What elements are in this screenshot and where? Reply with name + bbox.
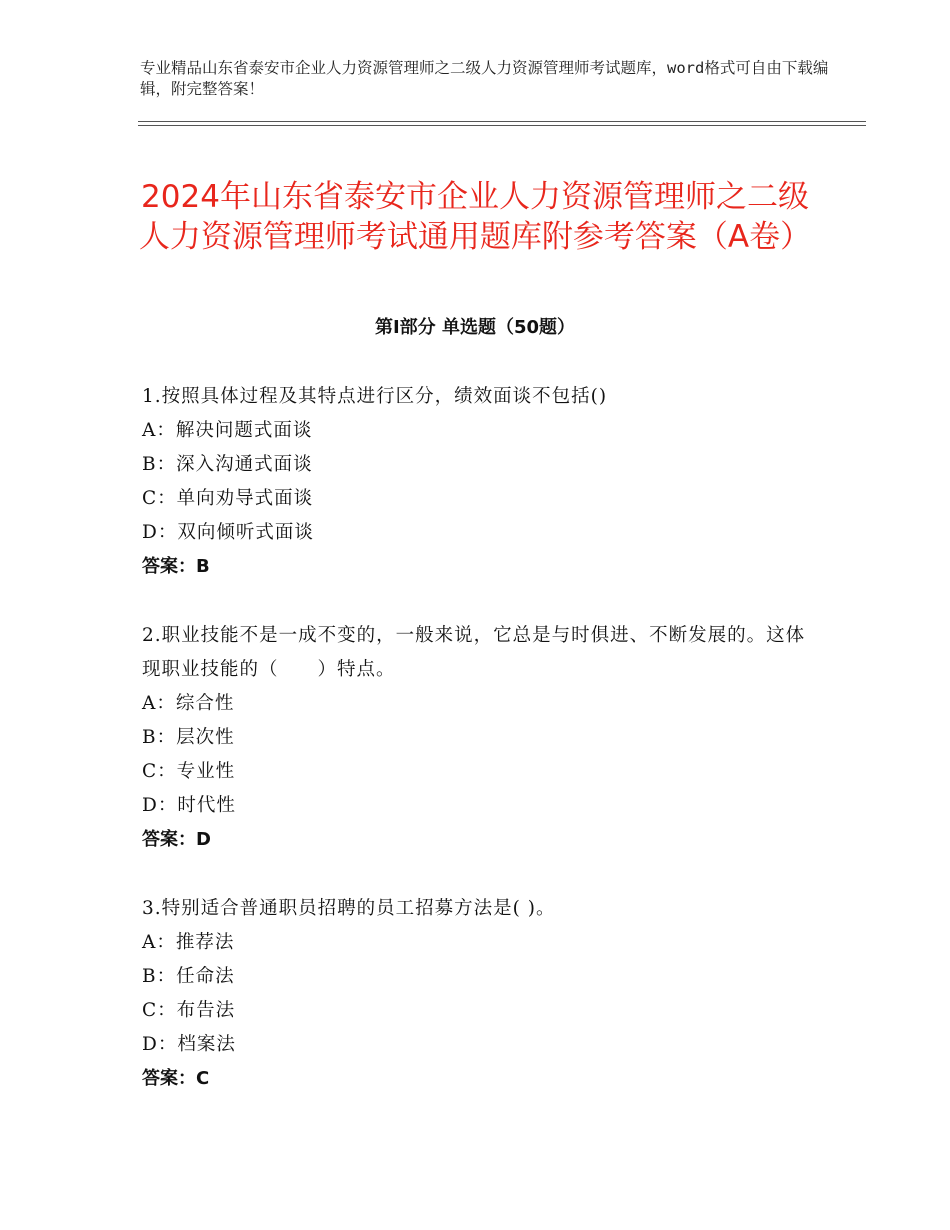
option-c: C：单向劝导式面谈 xyxy=(142,488,314,509)
question-1 xyxy=(142,380,822,584)
option-d: D：时代性 xyxy=(142,795,236,816)
header-divider xyxy=(138,121,866,122)
option-d: D：双向倾听式面谈 xyxy=(142,522,314,543)
option-b: B：深入沟通式面谈 xyxy=(142,454,313,475)
option-c: C：布告法 xyxy=(142,1000,236,1021)
document-title: 2024年山东省泰安市企业人力资源管理师之二级人力资源管理师考试通用题库附参考答案（A卷） xyxy=(138,178,812,255)
question-2 xyxy=(142,619,822,857)
answer: 答案：C xyxy=(142,1068,210,1089)
option-b: B：任命法 xyxy=(142,966,235,987)
option-a: A：综合性 xyxy=(142,693,235,714)
header-divider-secondary xyxy=(138,125,866,126)
option-a: A：解决问题式面谈 xyxy=(142,420,313,441)
answer: 答案：D xyxy=(142,829,211,850)
answer: 答案：B xyxy=(142,556,210,577)
option-c: C：专业性 xyxy=(142,761,236,782)
option-a: A：推荐法 xyxy=(142,932,235,953)
option-b: B：层次性 xyxy=(142,727,235,748)
header-note: 专业精品山东省泰安市企业人力资源管理师之二级人力资源管理师考试题库，word格式可自由下载编辑，附完整答案！ xyxy=(140,59,829,98)
question-stem: 2.职业技能不是一成不变的，一般来说，它总是与时俱进、不断发展的。这体现职业技能的（ ）特点。 xyxy=(142,625,806,680)
option-d: D：档案法 xyxy=(142,1034,236,1055)
question-stem: 1.按照具体过程及其特点进行区分，绩效面谈不包括() xyxy=(142,386,608,407)
question-stem: 3.特别适合普通职员招聘的员工招募方法是( )。 xyxy=(142,898,556,919)
section-heading: 第Ⅰ部分 单选题（50题） xyxy=(374,317,575,338)
question-3 xyxy=(142,892,822,1096)
